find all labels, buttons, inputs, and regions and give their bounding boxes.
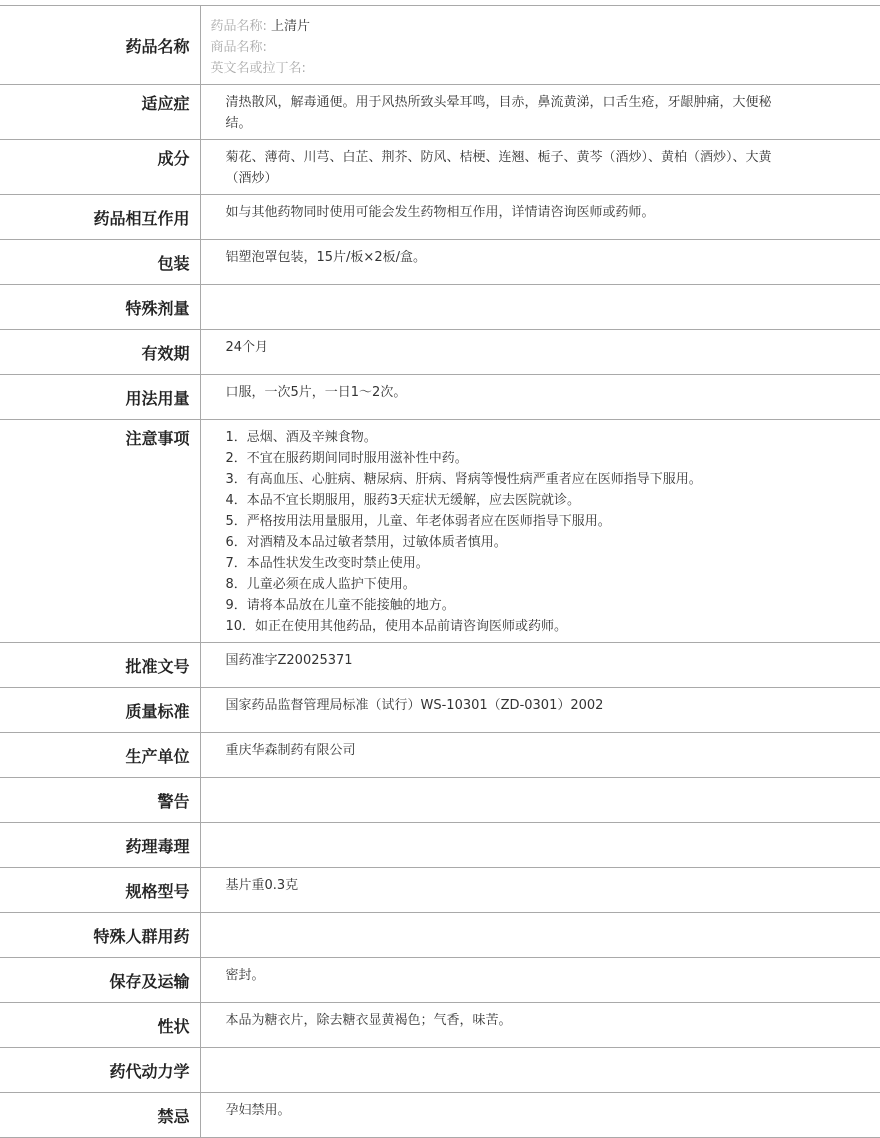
row-appearance (0, 1003, 880, 1048)
row-precautions (0, 420, 880, 643)
trade-name-line (211, 37, 871, 58)
row-contraindications (0, 1093, 880, 1138)
row-specification (0, 868, 880, 913)
shelf-life-label: 有效期 (0, 330, 200, 375)
warning-value (200, 778, 880, 823)
contraindications-value: 孕妇禁用。 (225, 1103, 291, 1118)
drug-name-label: 药品名称 (0, 6, 200, 85)
precaution-item: 10．如正在使用其他药品，使用本品前请咨询医师或药师。 (225, 619, 568, 634)
row-storage (0, 958, 880, 1003)
ingredients-label: 成分 (0, 140, 200, 195)
appearance-label: 性状 (0, 1003, 200, 1048)
precaution-item: 6．对酒精及本品过敏者禁用，过敏体质者慎用。 (225, 535, 507, 550)
row-toxicology (0, 823, 880, 868)
toxicology-value (200, 823, 880, 868)
row-special-dosage (0, 285, 880, 330)
manufacturer-value: 重庆华森制药有限公司 (225, 743, 356, 758)
manufacturer-label: 生产单位 (0, 733, 200, 778)
indications-value: 清热散风，解毒通便。用于风热所致头晕耳鸣，目赤，鼻流黄涕，口舌生疮，牙龈肿痛，大便秘结。 (225, 95, 772, 131)
english-name-key: 英文名或拉丁名: (210, 61, 306, 76)
row-packaging (0, 240, 880, 285)
row-warning (0, 778, 880, 823)
pharmacokinetics-label: 药代动力学 (0, 1048, 200, 1093)
precautions-list (200, 420, 880, 643)
precaution-item: 7．本品性状发生改变时禁止使用。 (225, 556, 429, 571)
interactions-value: 如与其他药物同时使用可能会发生药物相互作用，详情请咨询医师或药师。 (225, 205, 655, 220)
generic-name-line (211, 16, 871, 37)
storage-value: 密封。 (225, 968, 265, 983)
precaution-item: 3．有高血压、心脏病、糖尿病、肝病、肾病等慢性病严重者应在医师指导下服用。 (225, 472, 702, 487)
packaging-value: 铝塑泡罩包装，15片/板×2板/盒。 (225, 250, 426, 265)
precaution-item: 4．本品不宜长期服用，服药3天症状无缓解，应去医院就诊。 (225, 493, 581, 508)
row-interactions (0, 195, 880, 240)
specification-label: 规格型号 (0, 868, 200, 913)
ingredients-value: 菊花、薄荷、川芎、白芷、荆芥、防风、桔梗、连翘、栀子、黄芩（酒炒）、黄柏（酒炒）、大黄（酒炒） (225, 150, 772, 186)
toxicology-label: 药理毒理 (0, 823, 200, 868)
special-population-value (200, 913, 880, 958)
approval-label: 批准文号 (0, 643, 200, 688)
standard-value: 国家药品监督管理局标准（试行）WS-10301（ZD-0301）2002 (225, 698, 604, 713)
row-drug-name (0, 6, 880, 85)
row-special-population (0, 913, 880, 958)
approval-value: 国药准字Z20025371 (225, 653, 353, 668)
row-ingredients (0, 140, 880, 195)
precaution-item: 1．忌烟、酒及辛辣食物。 (225, 430, 377, 445)
generic-name-key: 药品名称: (210, 19, 267, 34)
generic-name-value: 上清片 (271, 19, 311, 34)
row-indications (0, 85, 880, 140)
warning-label: 警告 (0, 778, 200, 823)
row-shelf-life (0, 330, 880, 375)
special-dosage-value (200, 285, 880, 330)
precaution-item: 9．请将本品放在儿童不能接触的地方。 (225, 598, 455, 613)
contraindications-label: 禁忌 (0, 1093, 200, 1138)
indications-label: 适应症 (0, 85, 200, 140)
interactions-label: 药品相互作用 (0, 195, 200, 240)
usage-label: 用法用量 (0, 375, 200, 420)
usage-value: 口服，一次5片，一日1～2次。 (225, 385, 407, 400)
drug-spec-table (0, 5, 880, 1138)
packaging-label: 包装 (0, 240, 200, 285)
special-population-label: 特殊人群用药 (0, 913, 200, 958)
pharmacokinetics-value (200, 1048, 880, 1093)
shelf-life-value: 24个月 (225, 340, 269, 355)
row-usage (0, 375, 880, 420)
specification-value: 基片重0.3克 (225, 878, 299, 893)
row-pharmacokinetics (0, 1048, 880, 1093)
storage-label: 保存及运输 (0, 958, 200, 1003)
trade-name-key: 商品名称: (210, 40, 267, 55)
row-quality-standard (0, 688, 880, 733)
row-approval-number (0, 643, 880, 688)
drug-name-values (200, 6, 880, 85)
precaution-item: 8．儿童必须在成人监护下使用。 (225, 577, 416, 592)
english-name-line (211, 58, 871, 79)
appearance-value: 本品为糖衣片，除去糖衣显黄褐色；气香，味苦。 (225, 1013, 512, 1028)
row-manufacturer (0, 733, 880, 778)
precautions-label: 注意事项 (0, 420, 200, 643)
special-dosage-label: 特殊剂量 (0, 285, 200, 330)
standard-label: 质量标准 (0, 688, 200, 733)
precaution-item: 5．严格按用法用量服用，儿童、年老体弱者应在医师指导下服用。 (225, 514, 611, 529)
precaution-item: 2．不宜在服药期间同时服用滋补性中药。 (225, 451, 468, 466)
